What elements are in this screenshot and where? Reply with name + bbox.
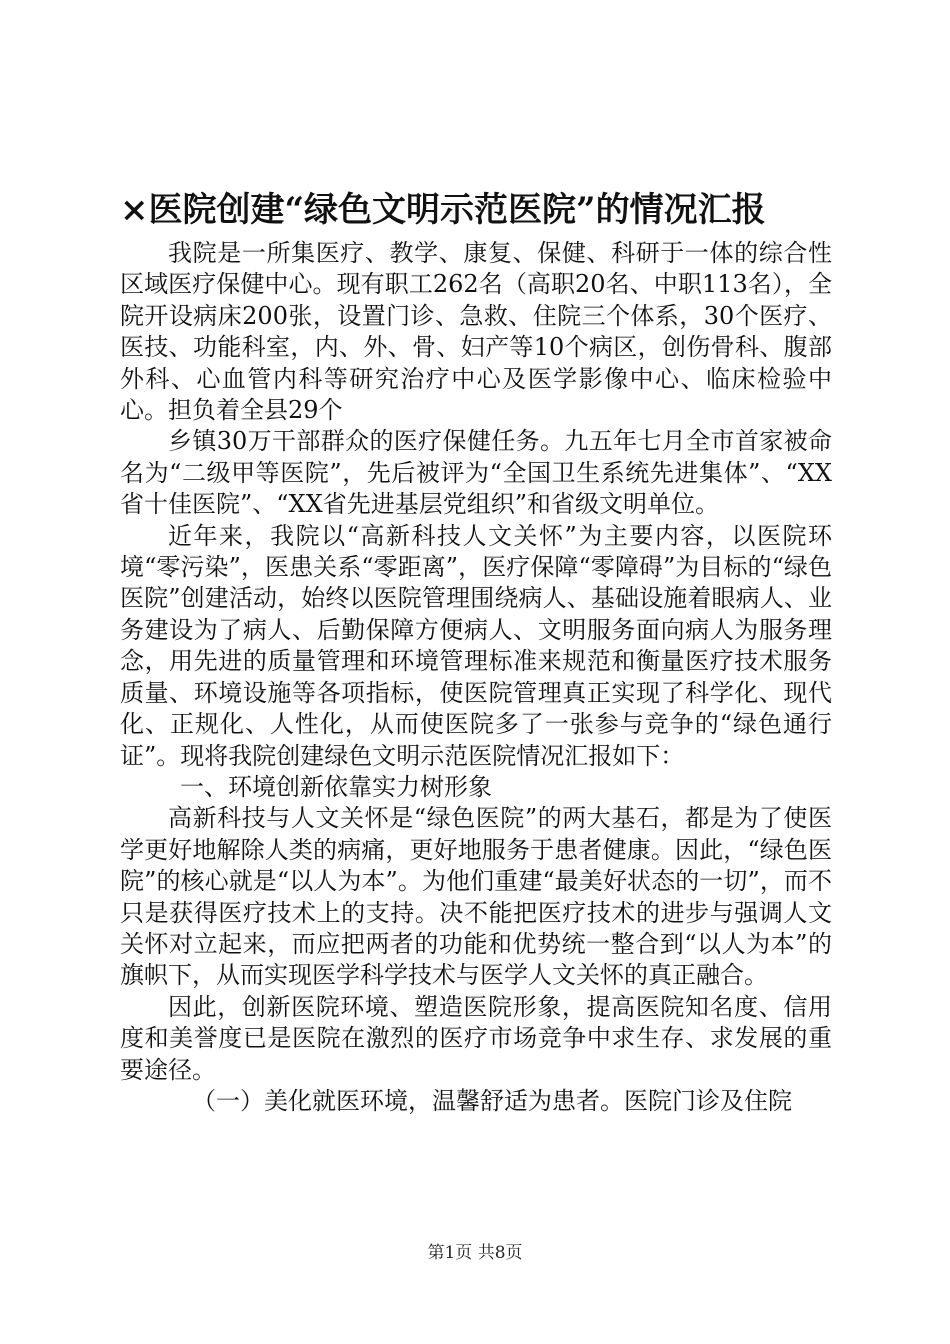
section-heading-1: 一、环境创新依靠实力树形象 [180,772,492,801]
document-title: ×医院创建“绿色文明示范医院”的情况汇报 [120,190,766,230]
paragraph-intro: 我院是一所集医疗、教学、康复、保健、科研于一体的综合性区域医疗保健中心。现有职工262名（高职20名、中职113名），全院开设病床200张，设置门诊、急救、住院三个体系，30个医疗、医技、功能科室，内、外、骨、妇产等10个病区，创伤骨科、腹部外科、心血管内科等研究治疗中心及医学影像中心、临床检验中心。担负着全县29个 [120,239,832,425]
paragraph-technology-care: 高新科技与人文关怀是“绿色医院”的两大基石，都是为了使医学更好地解除人类的病痛，更好地服务于患者健康。因此，“绿色医院”的核心就是“以人为本”。为他们重建“最美好状态的一切”，而不只是获得医疗技术上的支持。决不能把医疗技术的进步与强调人文关怀对立起来，而应把两者的功能和优势统一整合到“以人为本”的旗帜下，从而实现医学科学技术与医学人文关怀的真正融合。 [120,804,832,990]
page-number-footer: 第1页 共8页 [427,1243,523,1263]
paragraph-therefore: 因此，创新医院环境、塑造医院形象，提高医院知名度、信用度和美誉度已是医院在激烈的医疗市场竞争中求生存、求发展的重要途径。 [120,992,832,1084]
document-body [120,238,832,1117]
paragraph-continuation: 乡镇30万干部群众的医疗保健任务。九五年七月全市首家被命名为“二级甲等医院”，先后被评为“全国卫生系统先进集体”、“XX省十佳医院”、“XX省先进基层党组织”和省级文明单位。 [120,427,832,519]
subsection-heading-1: （一）美化就医环境，温馨舒适为患者。医院门诊及住院 [192,1086,792,1115]
paragraph-recent-years: 近年来，我院以“高新科技人文关怀”为主要内容，以医院环境“零污染”，医患关系“零距离”，医疗保障“零障碍”为目标的“绿色医院”创建活动，始终以医院管理围绕病人、基础设施着眼病人、业务建设为了病人、后勤保障方便病人、文明服务面向病人为服务理念，用先进的质量管理和环境管理标准来规范和衡量医疗技术服务质量、环境设施等各项指标，使医院管理真正实现了科学化、现代化、正规化、人性化，从而使医院多了一张参与竞争的“绿色通行证”。现将我院创建绿色文明示范医院情况汇报如下： [120,521,832,770]
